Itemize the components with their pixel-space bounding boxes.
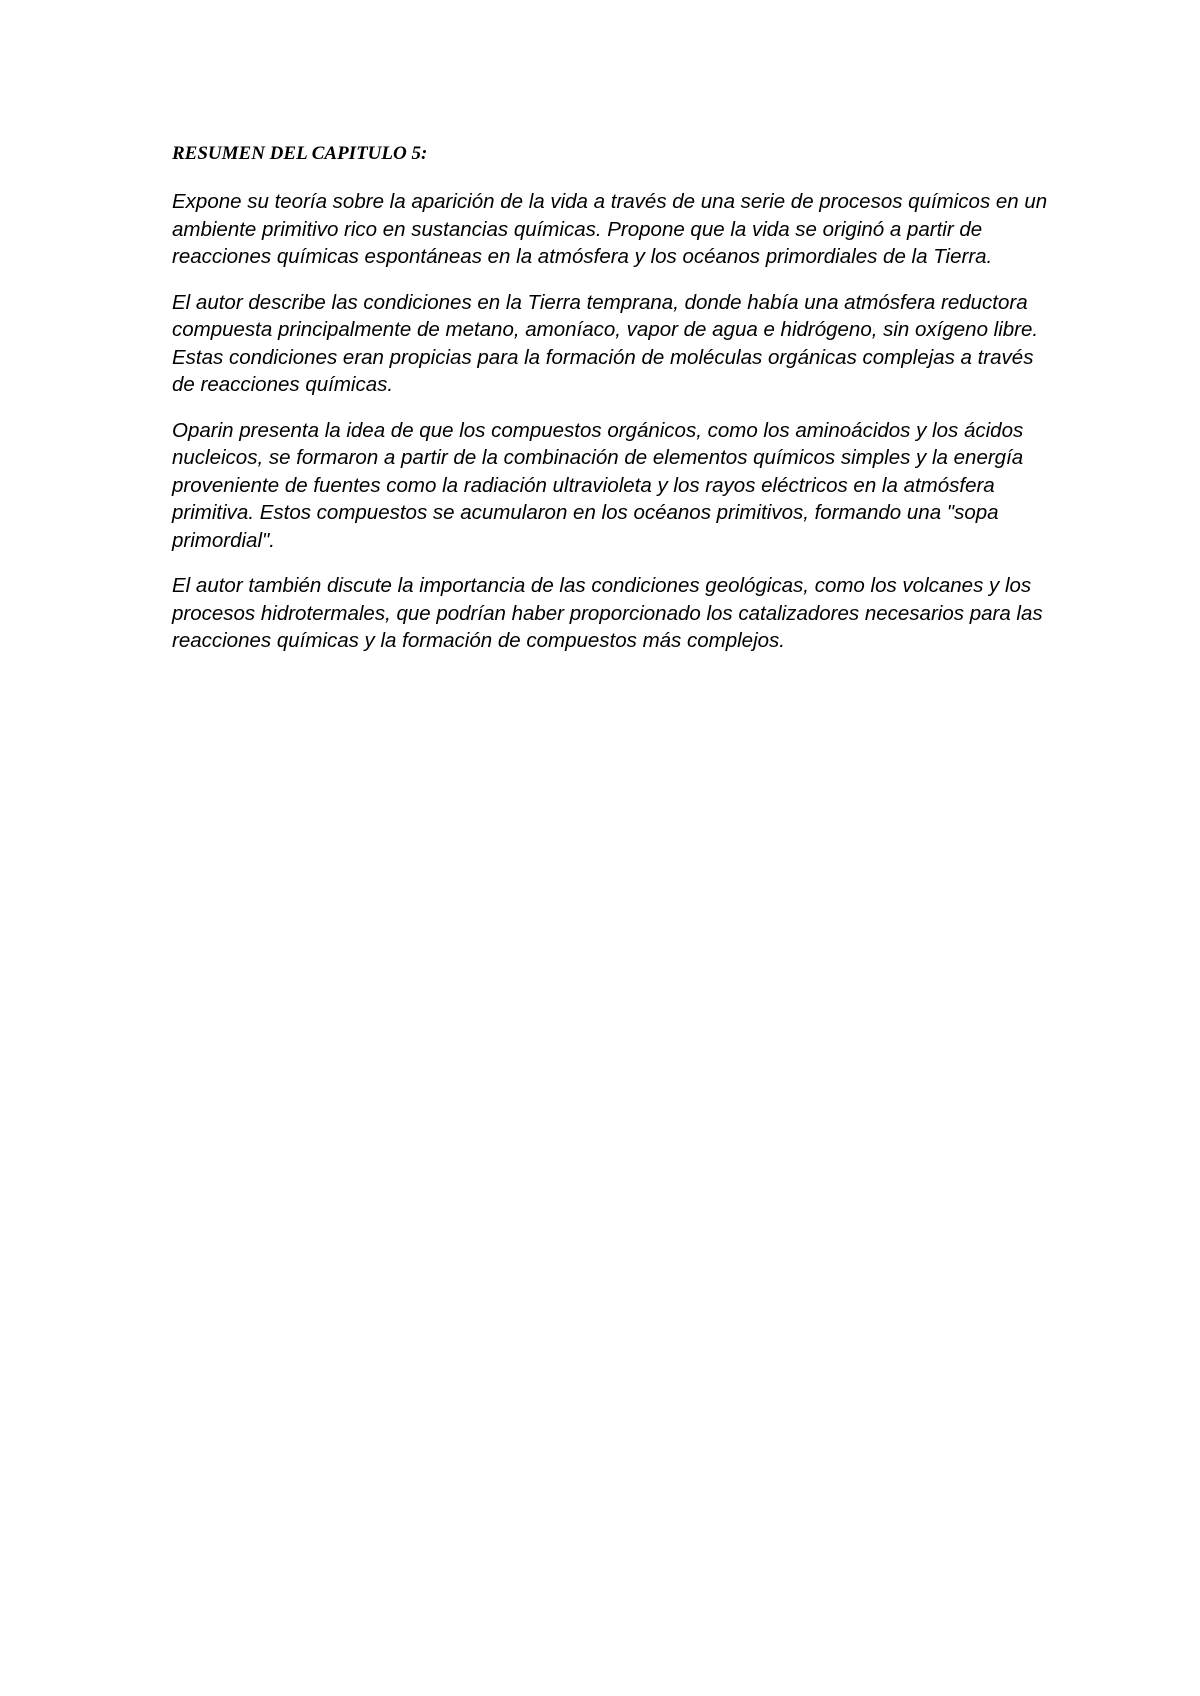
chapter-heading: RESUMEN DEL CAPITULO 5: (172, 143, 428, 164)
paragraph-2: El autor describe las condiciones en la Tierra temprana, donde había una atmósfera reductora compuesta principalmente de metano, amoníaco, vapor de agua e hidrógeno, sin oxígeno libre. Estas condiciones eran propicias para la formación de moléculas orgánicas complejas a través de reacciones químicas. (172, 290, 1039, 396)
document-body (172, 142, 1052, 673)
paragraph-1: Expone su teoría sobre la aparición de la vida a través de una serie de procesos químicos en un ambiente primitivo rico en sustancias químicas. Propone que la vida se originó a partir de reacciones químicas espontáneas en la atmósfera y los océanos primordiales de la Tierra. (172, 190, 1048, 268)
paragraph-3: Oparin presenta la idea de que los compuestos orgánicos, como los aminoácidos y los ácidos nucleicos, se formaron a partir de la combinación de elementos químicos simples y la energía proveniente de fuentes como la radiación ultravioleta y los rayos eléctricos en la atmósfera primitiva. Estos compuestos se acumularon en los océanos primitivos, formando una "sopa primordial". (172, 418, 1024, 552)
paragraph-4: El autor también discute la importancia de las condiciones geológicas, como los volcanes y los procesos hidrotermales, que podrían haber proporcionado los catalizadores necesarios para las reacciones químicas y la formación de compuestos más complejos. (172, 574, 1043, 652)
